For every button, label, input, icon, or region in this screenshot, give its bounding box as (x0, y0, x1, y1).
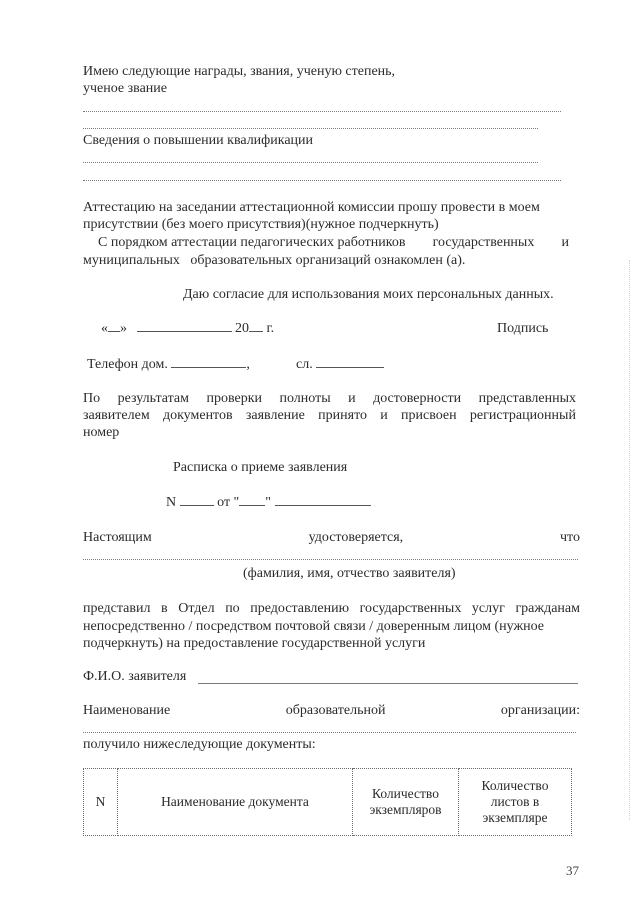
month-field[interactable] (137, 331, 232, 332)
presented-w7: услуг (471, 601, 505, 616)
organization-word-2: образовательной (285, 703, 386, 718)
header-copies: Количество экземпляров (353, 769, 459, 836)
day-field[interactable] (108, 331, 120, 332)
presented-w2: в (161, 601, 168, 616)
attestation-line-3 (98, 234, 569, 251)
awards-line-1: Имею следующие награды, звания, ученую степень, (83, 64, 396, 79)
results-l1-w7: представленных (478, 391, 576, 406)
header-document-name: Наименование документа (118, 769, 353, 836)
home-phone-field[interactable] (171, 367, 246, 368)
results-l2-w2: документов (162, 408, 233, 423)
results-l2-w1: заявителем (83, 408, 150, 423)
presented-line-2: непосредственно / посредством почтовой связи / доверенным лицом (нужное (83, 619, 545, 634)
documents-table (83, 768, 572, 836)
awards-fill-line-1 (83, 111, 561, 112)
results-l2-w7: регистрационный (469, 408, 576, 423)
results-l2-w3: заявление (245, 408, 305, 423)
applicant-name-fill-line (83, 559, 578, 560)
presented-w3: Отдел (178, 601, 215, 616)
presented-w4: по (225, 601, 240, 616)
receipt-date-field[interactable] (275, 505, 371, 506)
awards-fill-line-2 (83, 128, 538, 129)
results-l2-w6: присвоен (401, 408, 457, 423)
year-field[interactable] (249, 331, 263, 332)
organization-fill-line (83, 732, 576, 733)
receipt-day-field[interactable] (239, 505, 265, 506)
header-sheets: Количество листов в экземпляре (459, 769, 572, 836)
qualification-fill-line-2 (83, 180, 561, 181)
certify-word-3: что (560, 530, 580, 545)
presented-w1: представил (83, 601, 151, 616)
organization-line (83, 702, 580, 719)
attestation-line-4: муниципальных образовательных организаций ознакомлен (а). (83, 253, 466, 268)
results-l1-w2: результатам (117, 391, 189, 406)
certify-word-2: удостоверяется, (308, 530, 404, 545)
certify-line (83, 529, 580, 546)
results-line-2 (83, 407, 576, 424)
presented-line-1 (83, 600, 580, 617)
attestation-line-1: Аттестацию на заседании аттестационной комиссии прошу провести в моем (83, 200, 540, 215)
results-l1-w1: По (83, 391, 101, 406)
results-l1-w5: и (348, 391, 356, 406)
presented-w8: гражданам (515, 601, 580, 616)
date-line (101, 320, 274, 337)
receipt-from-label: от " (217, 495, 240, 510)
signature-label: Подпись (497, 321, 549, 336)
attestation-line-3-part-2: государственных (432, 235, 535, 250)
receipt-n-label: N (166, 495, 177, 510)
home-phone-separator: , (246, 357, 250, 372)
applicant-field[interactable] (198, 683, 578, 684)
year-prefix: 20 (235, 321, 249, 336)
receipt-title: Расписка о приеме заявления (173, 460, 348, 475)
results-l1-w6: достоверности (373, 391, 462, 406)
attestation-line-3-part-1: С порядком аттестации педагогических работников (98, 235, 406, 250)
consent-text: Даю согласие для использования моих персональных данных. (183, 287, 554, 302)
work-phone-label: сл. (296, 357, 313, 372)
table-header-row (84, 769, 572, 836)
results-l2-w5: и (380, 408, 388, 423)
date-close-quote: » (120, 321, 127, 336)
organization-word-3: организации: (500, 703, 580, 718)
home-phone-label: Телефон дом. (87, 357, 168, 372)
certify-caption: (фамилия, имя, отчество заявителя) (243, 566, 456, 581)
date-open-quote: « (101, 321, 108, 336)
receipt-number-line (166, 494, 371, 511)
receipt-quote-close: " (265, 495, 271, 510)
work-phone (296, 356, 384, 373)
page-number: 37 (566, 863, 579, 878)
certify-word-1: Настоящим (83, 530, 152, 545)
year-suffix: г. (266, 321, 275, 336)
presented-line-3: подчеркнуть) на предоставление государственной услуги (83, 636, 426, 651)
results-line-1 (83, 390, 576, 407)
received-text: получило нижеследующие документы: (83, 737, 316, 752)
attestation-line-2: присутствии (без моего присутствия)(нужное подчеркнуть) (83, 217, 439, 232)
presented-w5: предоставлению (250, 601, 350, 616)
qualification-fill-line-1 (83, 162, 538, 163)
awards-line-2: ученое звание (83, 81, 167, 96)
attestation-line-3-part-3: и (561, 235, 569, 250)
qualification-label: Сведения о повышении квалификации (83, 133, 314, 148)
phone-line (87, 356, 250, 373)
applicant-label: Ф.И.О. заявителя (83, 669, 187, 684)
results-l1-w4: полноты (279, 391, 331, 406)
presented-w6: государственных (359, 601, 462, 616)
organization-word-1: Наименование (83, 703, 171, 718)
results-l2-w4: принято (318, 408, 368, 423)
work-phone-field[interactable] (316, 367, 384, 368)
receipt-number-field[interactable] (180, 505, 214, 506)
results-l1-w3: проверки (206, 391, 262, 406)
results-line-3: номер (83, 425, 120, 440)
scan-edge (629, 260, 630, 820)
header-number: N (84, 769, 118, 836)
